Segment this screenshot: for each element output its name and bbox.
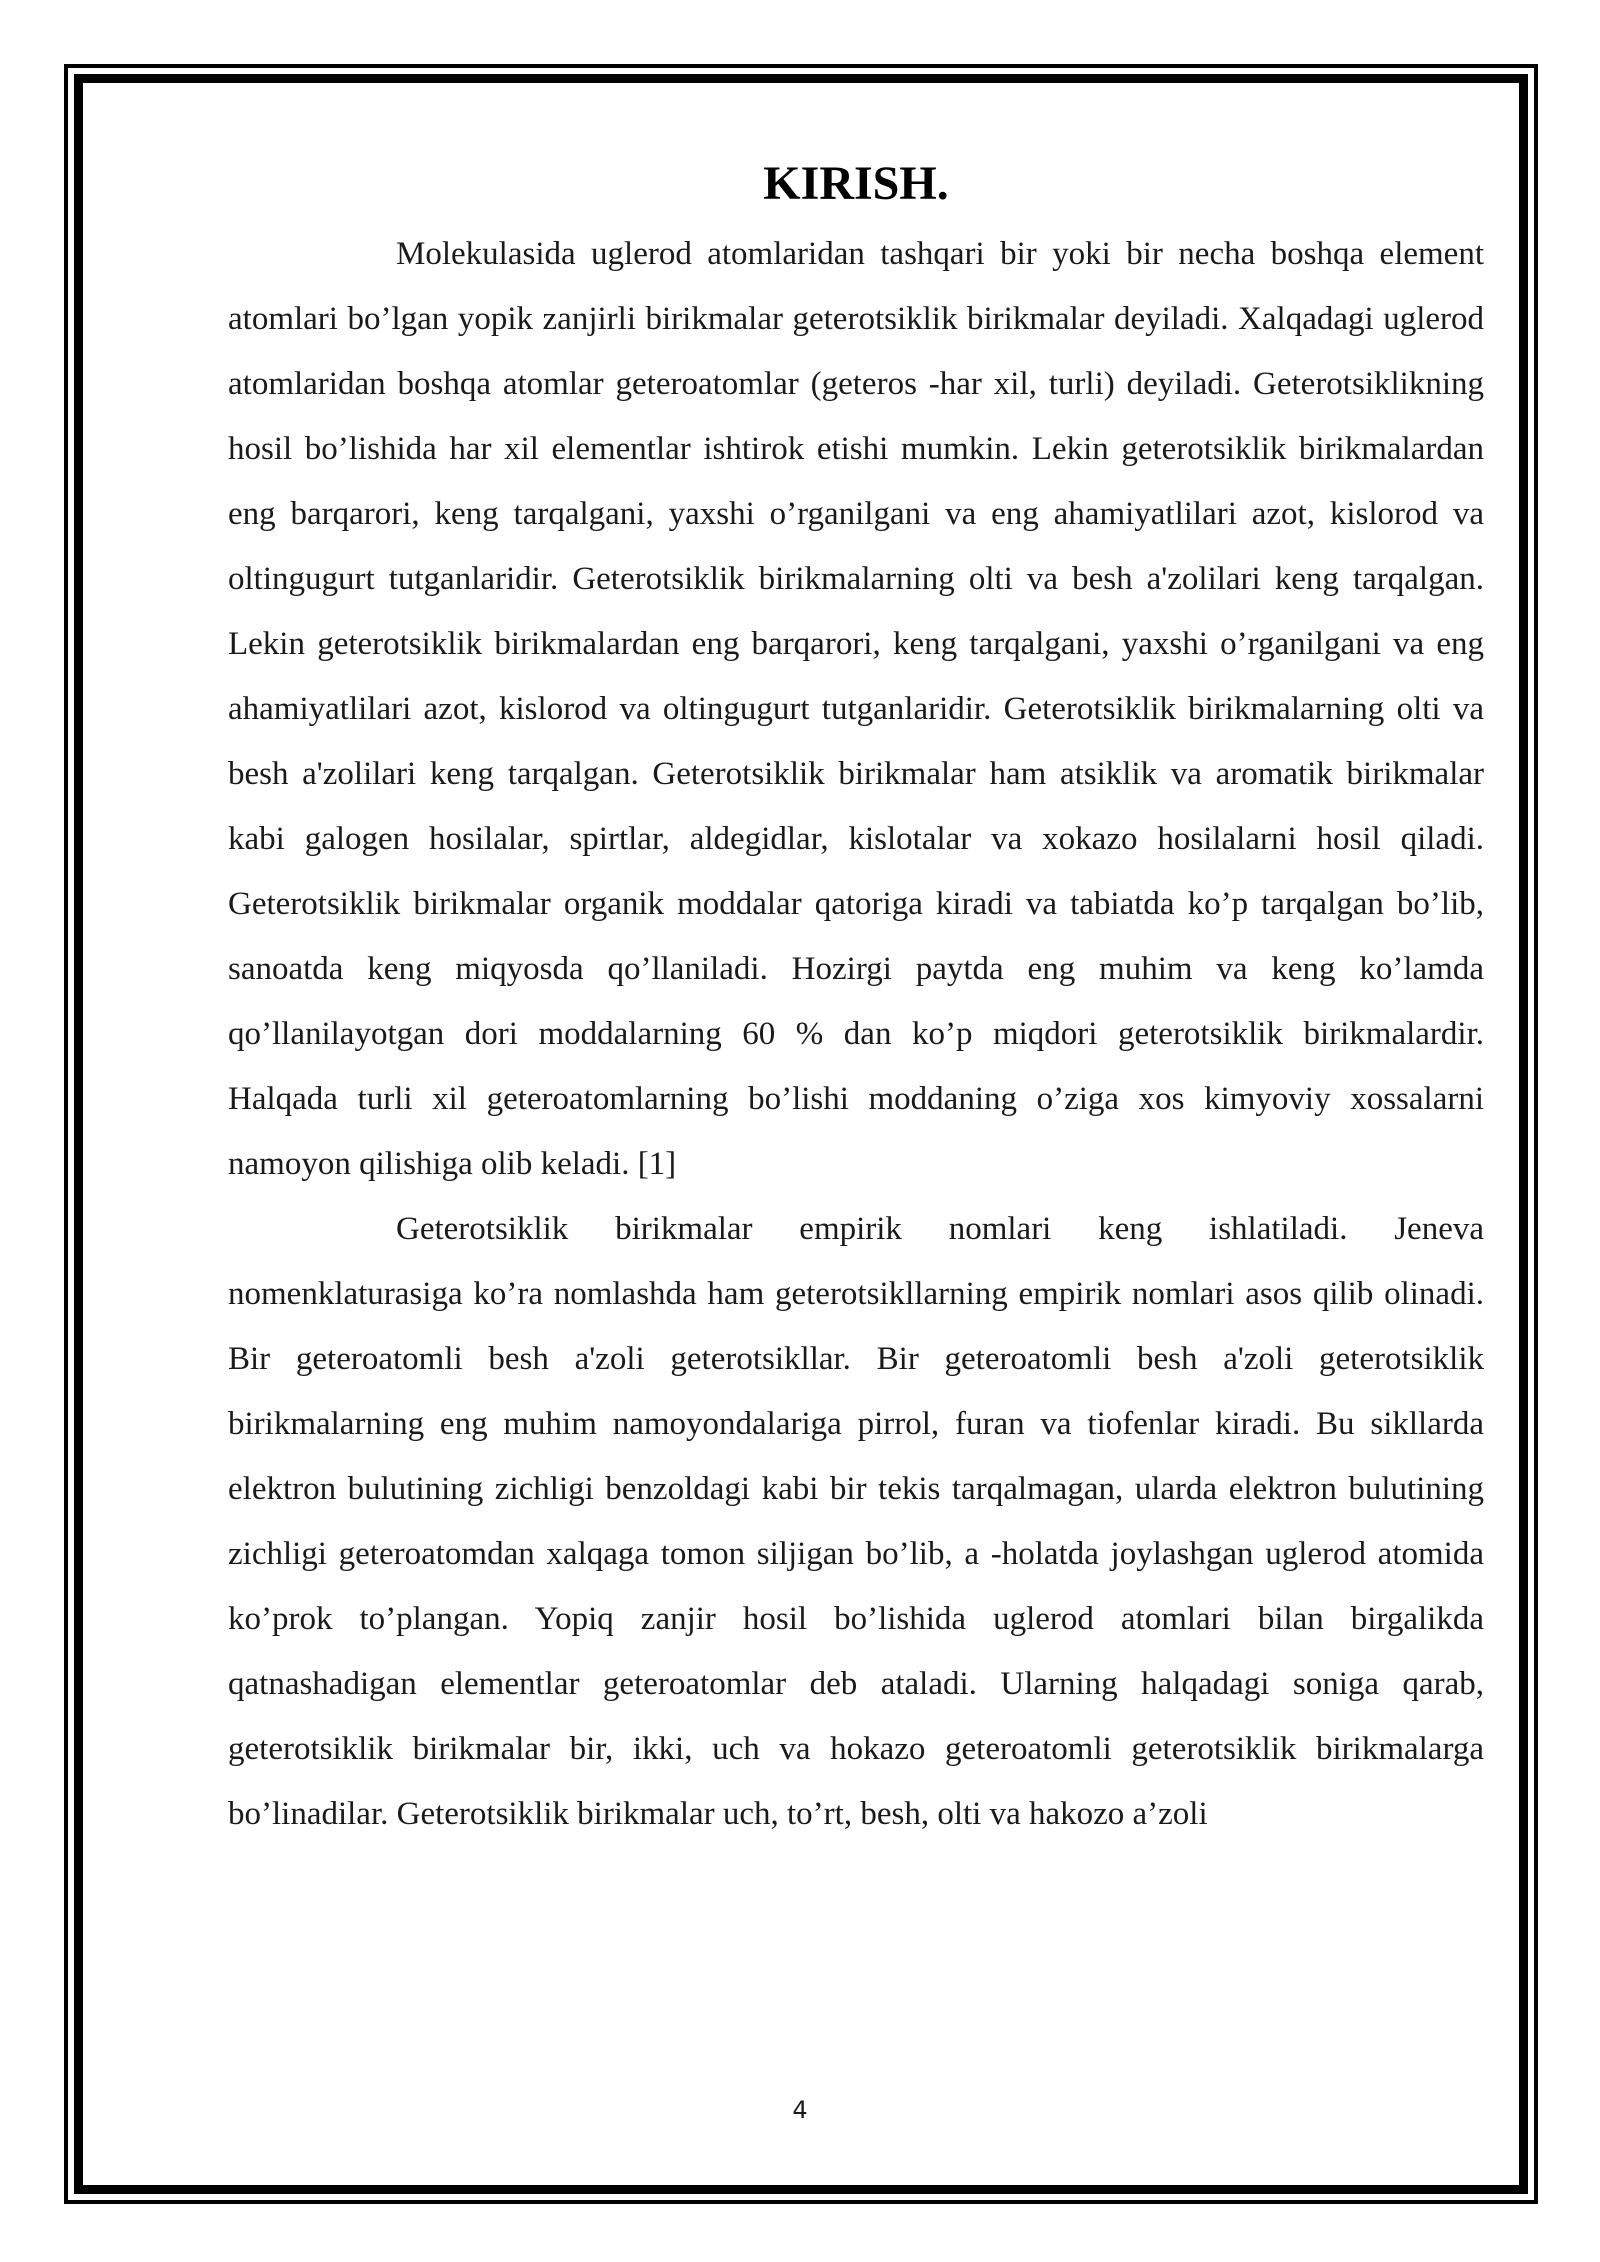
paragraph-2: Geterotsiklik birikmalar empirik nomlari keng ishlatiladi. Jeneva nomenklaturasiga ko’ra nomlashda ham geterotsikllarning empirik nomlari asos qilib olinadi. Bir geteroatomli besh a'zoli geterotsikllar. Bir geteroatomli besh a'zoli geterotsiklik birikmalarning eng muhim namoyondalariga pirrol, furan va tiofenlar kiradi. Bu sikllarda elektron bulutining zichligi benzoldagi kabi bir tekis tarqalmagan, ularda elektron bulutining zichligi geteroatomdan xalqaga tomon siljigan bo’lib, a -holatda joylashgan uglerod atomida ko’prok to’plangan. Yopiq zanjir hosil bo’lishida uglerod atomlari bilan birgalikda qatnashadigan elementlar geteroatomlar deb ataladi. Ularning halqadagi soniga qarab, geterotsiklik birikmalar bir, ikki, uch va hokazo geteroatomli geterotsiklik birikmalarga bo’linadilar. Geterotsiklik birikmalar uch, to’rt, besh, olti va hakozo a’zoli [228,1211,1484,1832]
paragraph-1: Molekulasida uglerod atomlaridan tashqari bir yoki bir necha boshqa element atomlari bo’lgan yopik zanjirli birikmalar geterotsiklik birikmalar deyiladi. Xalqadagi uglerod atomlaridan boshqa atomlar geteroatomlar (geteros -har xil, turli) deyiladi. Geterotsiklikning hosil bo’lishida har xil elementlar ishtirok etishi mumkin. Lekin geterotsiklik birikmalardan eng barqarori, keng tarqalgani, yaxshi o’rganilgani va eng ahamiyatlilari azot, kislorod va oltingugurt tutganlaridir. Geterotsiklik birikmalarning olti va besh a'zolilari keng tarqalgan. Lekin geterotsiklik birikmalardan eng barqarori, keng tarqalgani, yaxshi o’rganilgani va eng ahamiyatlilari azot, kislorod va oltingugurt tutganlaridir. Geterotsiklik birikmalarning olti va besh a'zolilari keng tarqalgan. Geterotsiklik birikmalar ham atsiklik va aromatik birikmalar kabi galogen hosilalar, spirtlar, aldegidlar, kislotalar va xokazo hosilalarni hosil qiladi. Geterotsiklik birikmalar organik moddalar qatoriga kiradi va tabiatda ko’p tarqalgan bo’lib, sanoatda keng miqyosda qo’llaniladi. Hozirgi paytda eng muhim va keng ko’lamda qo’llanilayotgan dori moddalarning 60 % dan ko’p miqdori geterotsiklik birikmalardir. Halqada turli xil geteroatomlarning bo’lishi moddaning o’ziga xos kimyoviy xossalarni namoyon qilishiga olib keladi. [1] [228,236,1484,1182]
page-content [228,152,1484,1847]
page-number: 4 [792,2096,808,2124]
page-title: KIRISH. [763,157,949,210]
